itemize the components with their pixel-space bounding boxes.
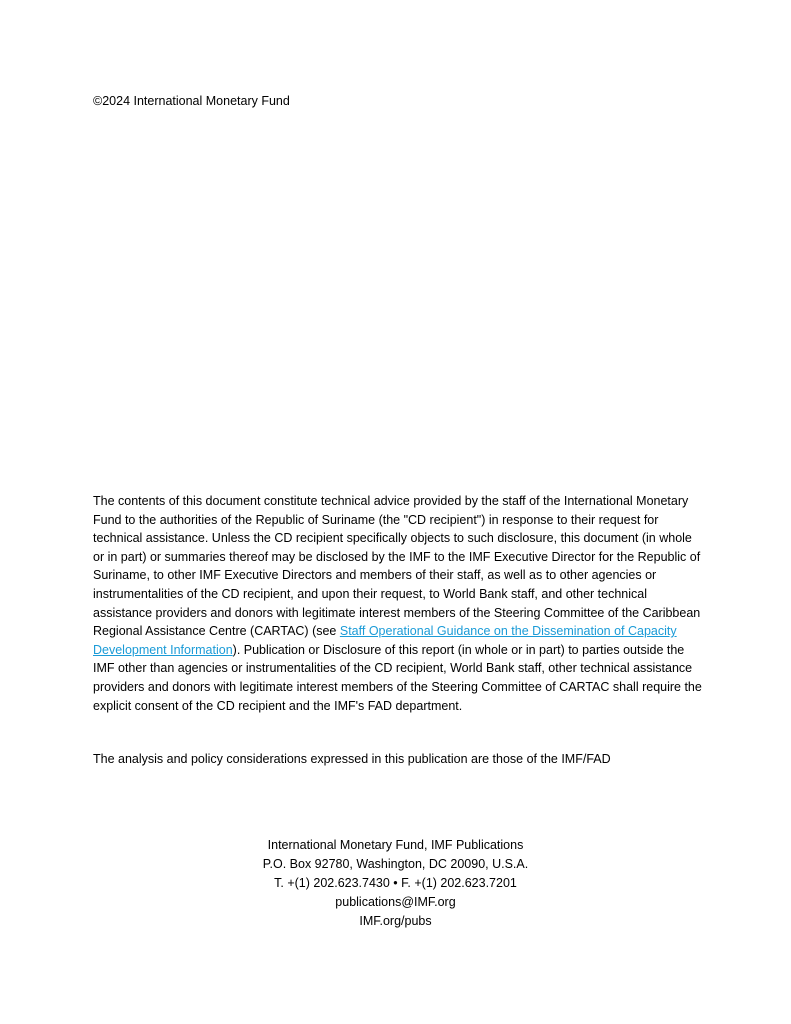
disclaimer-paragraph — [93, 492, 705, 715]
phone-fax: T. +(1) 202.623.7430 • F. +(1) 202.623.7201 — [274, 876, 517, 890]
postal-address: P.O. Box 92780, Washington, DC 20090, U.S.A. — [262, 857, 529, 871]
analysis-statement: The analysis and policy considerations expressed in this publication are those of the IMF/FAD — [93, 752, 611, 766]
publisher-name: International Monetary Fund, IMF Publications — [267, 838, 524, 852]
disclaimer-text-after-link: ). Publication or Disclosure of this report (in whole or in part) to parties outside the IMF other than agencies or instrumentalities of the CD recipient, World Bank staff, other technical assistance providers and donors with legitimate interest members of the Steering Committee of CARTAC shall require the explicit consent of the CD recipient and the IMF's FAD department. — [93, 642, 702, 713]
website: IMF.org/pubs — [359, 914, 432, 928]
cd-guidance-link[interactable]: Staff Operational Guidance on the Dissemination of Capacity Development Information — [93, 624, 677, 657]
copyright-notice: ©2024 International Monetary Fund — [93, 94, 290, 108]
disclaimer-text-before-link: The contents of this document constitute technical advice provided by the staff of the International Monetary Fund to the authorities of the Republic of Suriname (the "CD recipient") in response to their request for technical assistance. Unless the CD recipient specifically objects to such disclosure, this document (in whole or in part) or summaries thereof may be disclosed by the IMF to the IMF Executive Director for the Republic of Suriname, to other IMF Executive Directors and members of their staff, as well as to other agencies or instrumentalities of the CD recipient, and upon their request, to World Bank staff, and other technical assistance providers and donors with legitimate interest members of the Steering Committee of the Caribbean Regional Assistance Centre (CARTAC) (see — [93, 494, 701, 639]
email-address: publications@IMF.org — [335, 895, 456, 909]
publisher-address-block — [0, 836, 791, 931]
